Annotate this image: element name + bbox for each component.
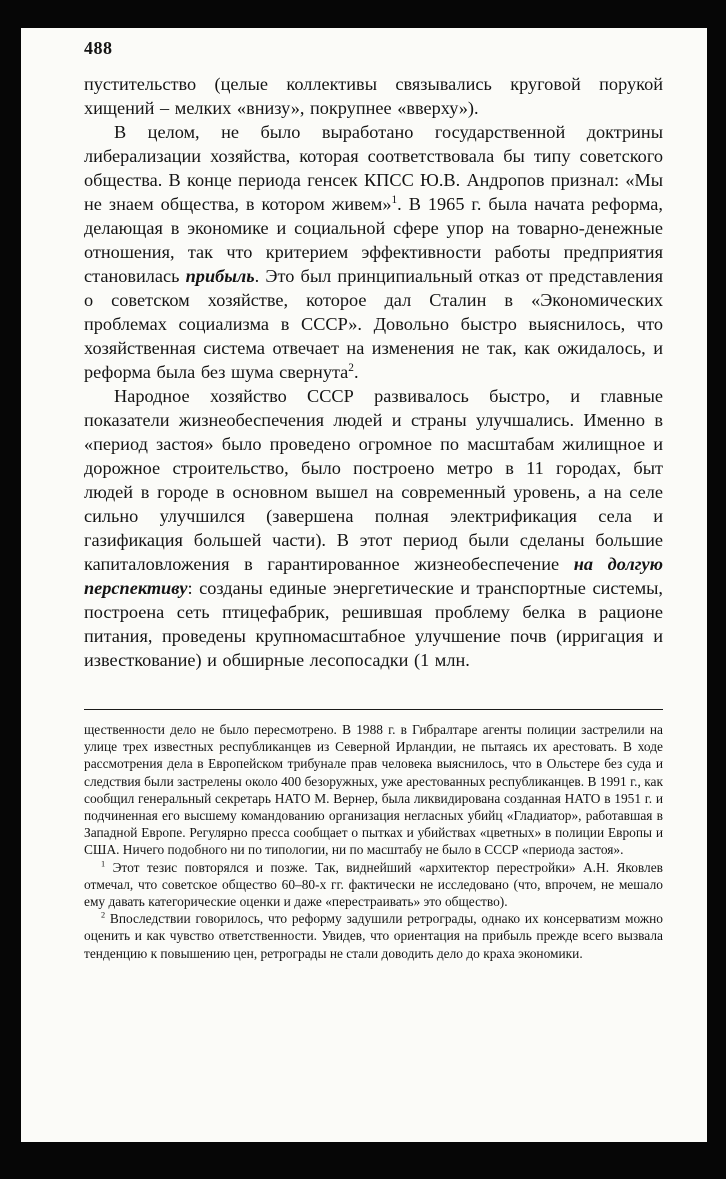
footnote-paragraph [84,721,663,859]
paragraph [84,72,663,120]
text-segment: щественности дело не было пересмотрено. В 1988 г. в Гибралтаре агенты полиции застрелили на улице трех известных республиканцев из Северной Ирландии, не пытаясь их арестовать. В ходе рассмотрения дела в Европейском трибунале прав человека выяснилось, что в Ольстере без суда и следствия были застрелены около 400 безоружных, уже арестованных республиканцев. В 1991 г., как сообщил генеральный секретарь НАТО М. Вернер, была ликвидирована созданная НАТО в 1951 г. и подчиненная его высшему командованию организация негласных убийц «Гладиатор», работавшая в Западной Европе. Регулярно пресса сообщает о пытках и убийствах «цветных» в полиции Европы и США. Ничего подобного ни по типологии, ни по масштабу не было в СССР «периода застоя». [84,722,663,858]
emphasized-text: на долгую перспективу [84,554,663,598]
footnote-separator [84,709,663,710]
footnote-paragraph [84,910,663,962]
text-segment: Этот тезис повторялся и позже. Так, виднейший «архитектор перестройки» А.Н. Яковлев отмечал, что советское общество 60–80-х гг. фактически не исследовано (что, впрочем, не мешало ему давать категорические оценки и даже «перестраивать» это общество). [84,859,663,910]
footnote-marker: 1 [101,859,106,869]
paragraph [84,384,663,672]
main-text-block [84,72,663,672]
text-segment: : созданы единые энергетические и транспортные системы, построена сеть птицефабрик, решившая проблему белка в рационе питания, проведены крупномасштабное улучшение почв (ирригация и известкование) и обширные лесопосадки (1 млн. [84,578,663,670]
book-page [21,28,707,1142]
page-number: 488 [84,38,113,58]
footnote-marker: 2 [348,361,354,374]
text-segment: В целом, не было выработано государственной доктрины либерализации хозяйства, которая соответствовала бы типу советского общества. В конце периода генсек КПСС Ю.В. Андропов признал: «Мы не знаем общества, в котором живем» [84,122,663,214]
footnote-marker: 1 [391,193,398,206]
paragraph [84,120,663,384]
text-segment: . Это был принципиальный отказ от представления о советском хозяйстве, которое дал Сталин в «Экономических проблемах социализма в СССР». Довольно быстро выяснилось, что хозяйственная система отвечает на изменения не так, как ожидалось, и реформа была без шума свернута [84,266,663,382]
text-segment: . В 1965 г. была начата реформа, делающая в экономике и социальной сфере упор на товарно-денежные отношения, так что критерием эффективности работы предприятия становилась [84,194,663,286]
text-segment: пустительство (целые коллективы связывались круговой порукой хищений – мелких «внизу», покрупнее «вверху»). [84,74,663,118]
text-segment: Впоследствии говорилось, что реформу задушили ретрограды, однако их консерватизм можно оценить и как чувство ответственности. Увидев, что ориентация на прибыль прежде всего вызвала тенденцию к повышению цен, ретрограды не стали доводить дело до краха экономики. [84,911,663,961]
emphasized-text: прибыль [185,266,255,286]
text-segment: . [353,362,359,382]
footnote-marker: 2 [101,910,106,920]
text-segment: Народное хозяйство СССР развивалось быстро, и главные показатели жизнеобеспечения людей и страны улучшались. Именно в «период застоя» было проведено огромное по масштабам жилищное и дорожное строительство, было построено метро в 11 городах, быт людей в городе в основном вышел на современный уровень, а на селе сильно улучшился (завершена полная электрификация села и газификация большей части). В этот период были сделаны большие капиталовложения в гарантированное жизнеобеспечение [84,386,663,574]
footnote-paragraph [84,859,663,911]
footnotes-block [84,721,663,962]
